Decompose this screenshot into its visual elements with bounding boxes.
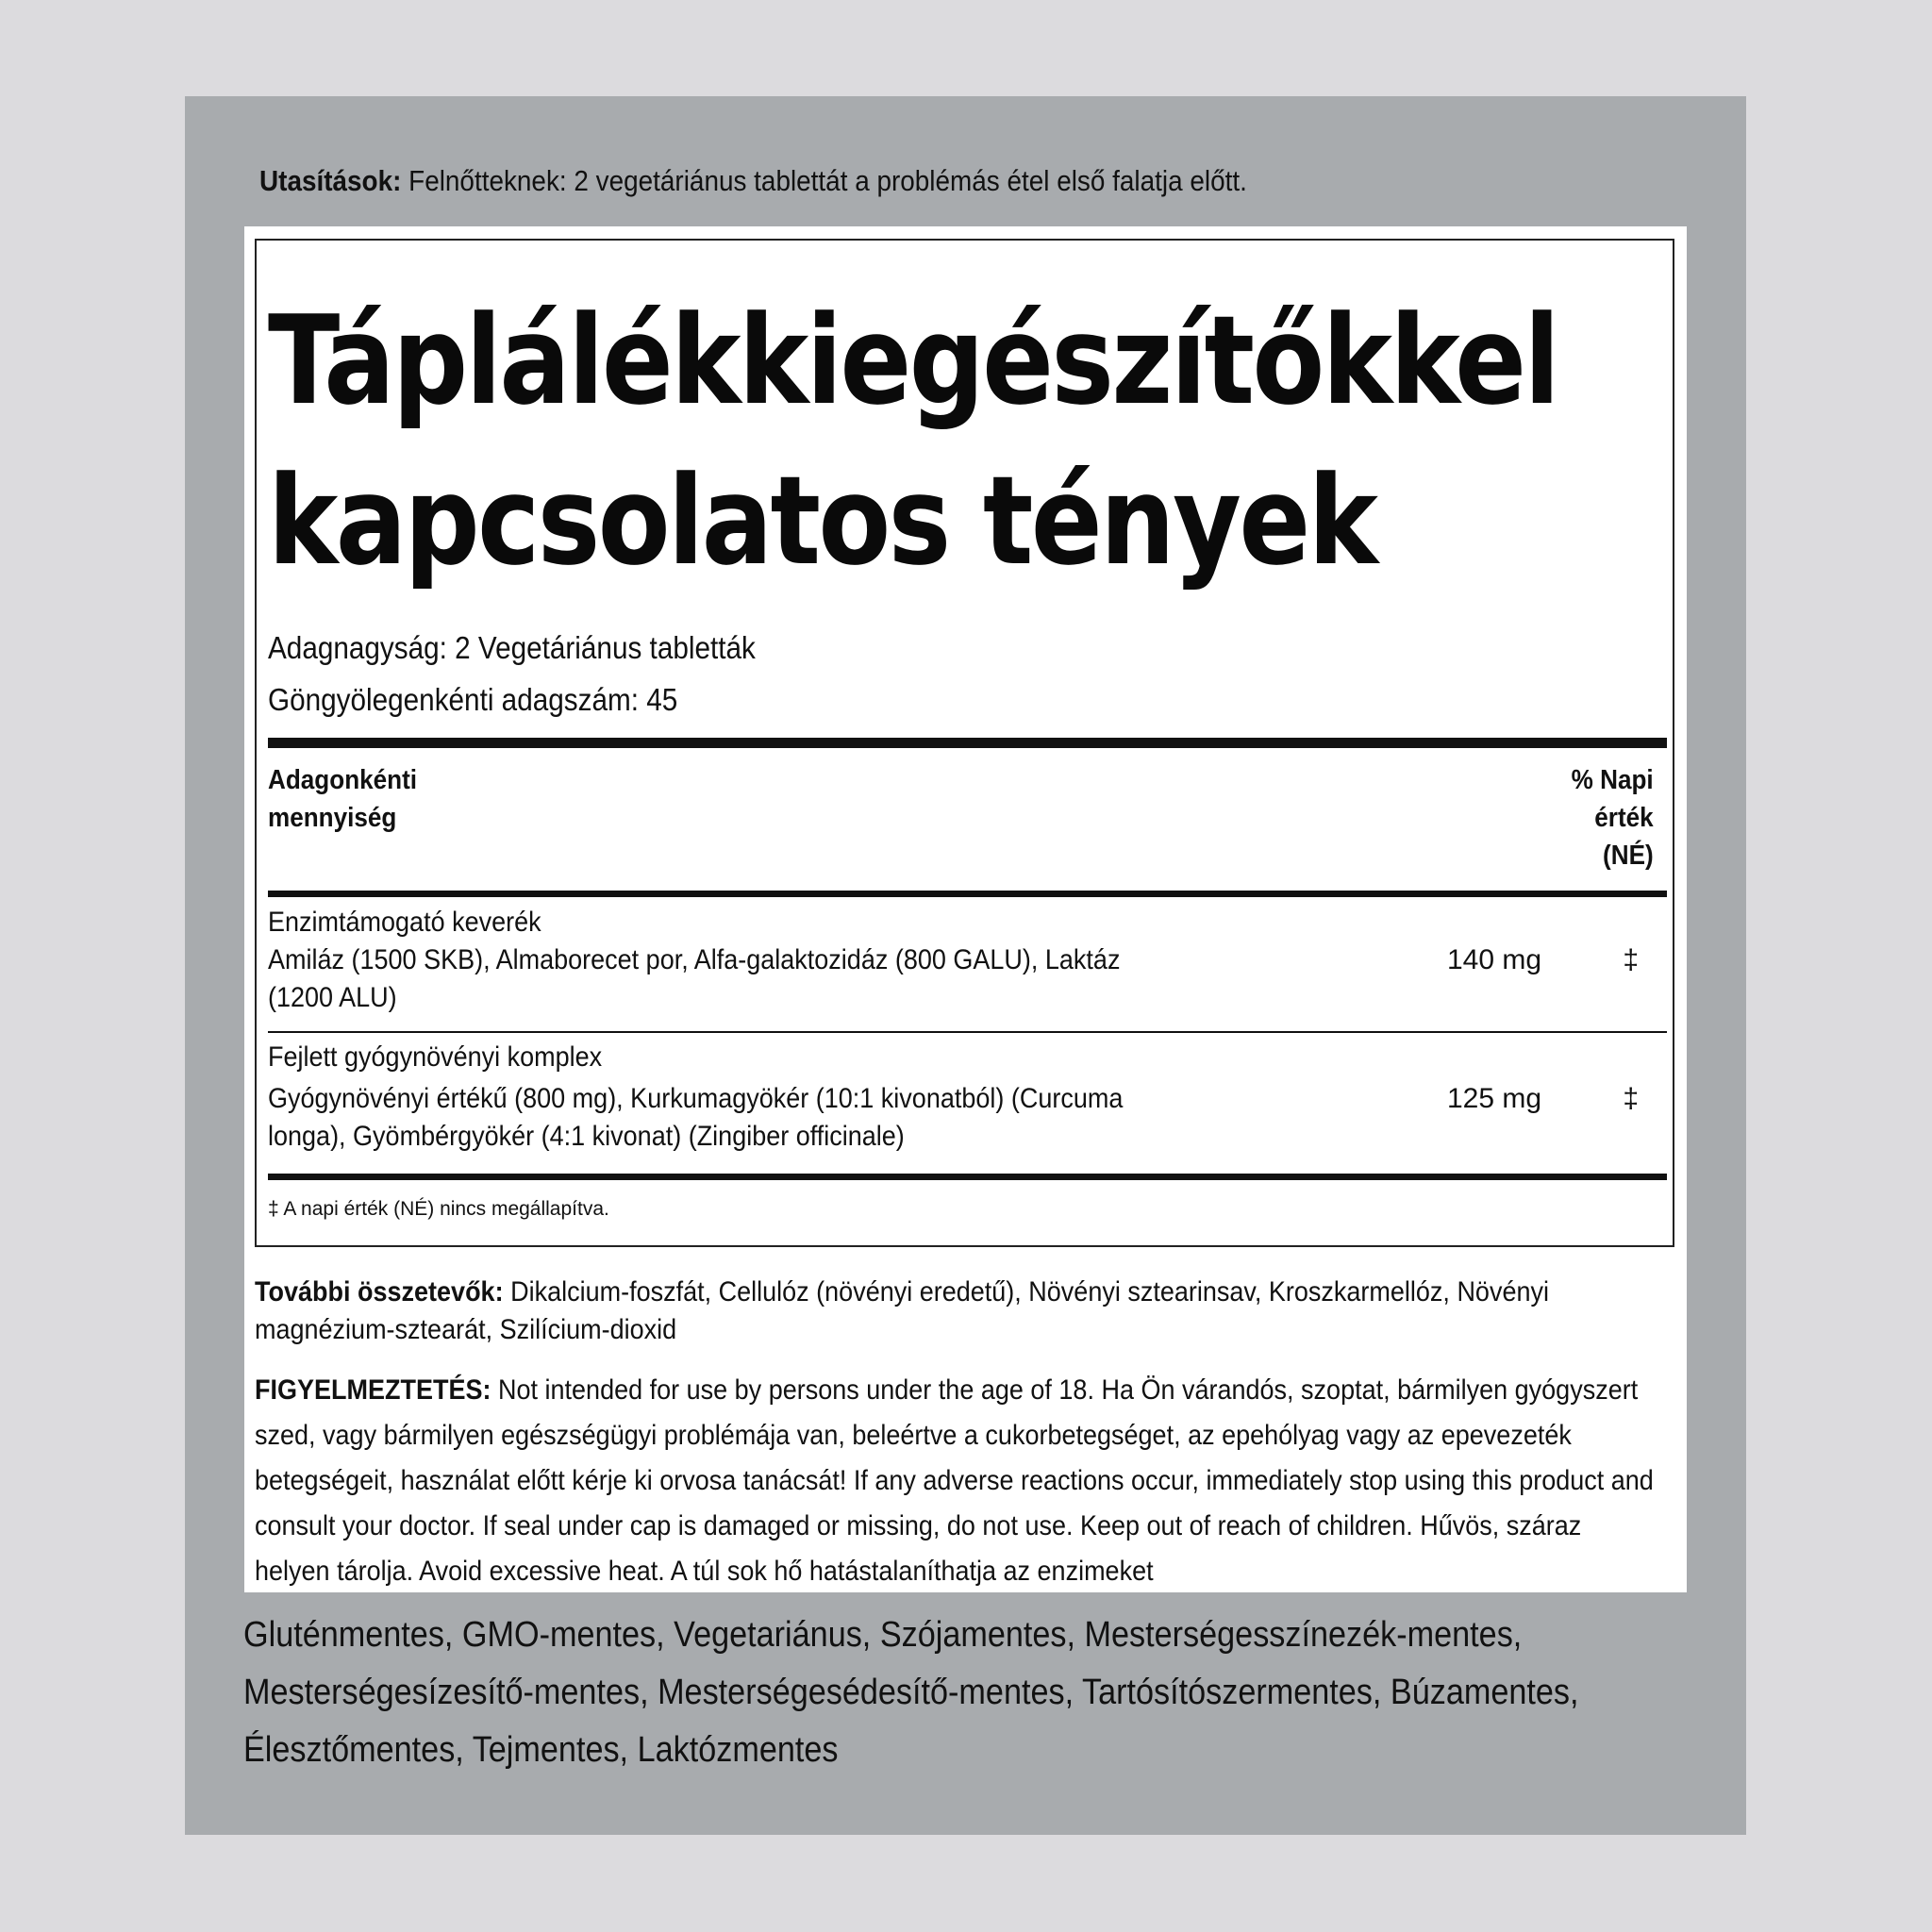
other-ingredients bbox=[255, 1274, 1656, 1349]
title-line-1: Táplálékkiegészítőkkel bbox=[268, 289, 1558, 432]
ingredient-description-herbal-complex: Gyógynövényi értékű (800 mg), Kurkumagyökér (10:1 kivonatból) (Curcuma longa), Gyömbérgyökér (4:1 kivonat) (Zingiber officinale) bbox=[268, 1083, 1124, 1152]
directions-label: Utasítások: bbox=[259, 164, 402, 197]
thin-divider bbox=[268, 1031, 1667, 1033]
bottom-divider bbox=[268, 1174, 1667, 1180]
amount-per-serving-header bbox=[268, 761, 417, 837]
header-right-line-3: (NÉ) bbox=[1603, 841, 1654, 871]
ingredient-amount-enzyme-blend: 140 mg bbox=[1447, 944, 1542, 975]
supplement-facts-title bbox=[268, 280, 1557, 601]
thick-divider-top bbox=[268, 738, 1667, 748]
header-right-line-1: % Napi bbox=[1571, 765, 1654, 795]
ingredient-name-herbal-complex: Fejlett gyógynövényi komplex bbox=[268, 1041, 603, 1073]
ingredient-amount-herbal-complex: 125 mg bbox=[1447, 1083, 1542, 1114]
ingredient-dv-herbal-complex: ‡ bbox=[1623, 1083, 1639, 1114]
medium-divider bbox=[268, 891, 1667, 897]
supplement-facts-box bbox=[255, 239, 1674, 1247]
other-ingredients-text: Dikalcium-foszfát, Cellulóz (növényi eredetű), Növényi sztearinsav, Kroszkarmellóz, Növényi magnézium-sztearát, Szilícium-dioxid bbox=[255, 1276, 1549, 1345]
other-ingredients-label: További összetevők: bbox=[255, 1276, 504, 1307]
serving-size: Adagnagyság: 2 Vegetáriánus tabletták bbox=[268, 630, 756, 665]
header-left-line-1: Adagonkénti bbox=[268, 765, 418, 795]
ingredient-description-enzyme-blend: Amiláz (1500 SKB), Almaborecet por, Alfa-galaktozidáz (800 GALU), Laktáz (1200 ALU) bbox=[268, 944, 1121, 1013]
daily-value-header bbox=[1572, 761, 1654, 874]
warning-text: Not intended for use by persons under the age of 18. Ha Ön várandós, szoptat, bármilyen gyógyszert szed, vagy bármilyen egészségügyi problémája van, beleértve a cukorbetegséget, az epehólyag vagy az epevezeték betegségeit, használat előtt kérje ki orvosa tanácsát! If any adverse reactions occur, immediately stop using this product and consult your doctor. If seal under cap is damaged or missing, do not use. Keep out of reach of children. Hűvös, száraz helyen tárolja. Avoid excessive heat. A túl sok hő hatástalaníthatja az enzimeket bbox=[255, 1374, 1654, 1587]
header-right-line-2: érték bbox=[1594, 803, 1654, 833]
ingredient-dv-enzyme-blend: ‡ bbox=[1623, 944, 1639, 975]
header-left-line-2: mennyiség bbox=[268, 803, 397, 833]
title-line-2: kapcsolatos tények bbox=[268, 449, 1376, 592]
warning bbox=[255, 1368, 1656, 1594]
ingredient-name-enzyme-blend: Enzimtámogató keverék bbox=[268, 907, 541, 938]
warning-label: FIGYELMEZTETÉS: bbox=[255, 1374, 491, 1406]
daily-value-footnote: ‡ A napi érték (NÉ) nincs megállapítva. bbox=[268, 1198, 609, 1220]
free-from-claims: Gluténmentes, GMO-mentes, Vegetariánus, Szójamentes, Mesterségesszínezék-mentes, Mesterségesízesítő-mentes, Mesterségesédesítő-mentes, Tartósítószermentes, Búzamentes, Élesztőmentes, Tejmentes, Laktózmentes bbox=[243, 1615, 1579, 1770]
directions bbox=[259, 162, 1247, 200]
directions-text: Felnőtteknek: 2 vegetáriánus tablettát a problémás étel első falatja előtt. bbox=[401, 164, 1247, 197]
servings-per-container: Göngyölegenkénti adagszám: 45 bbox=[268, 682, 678, 717]
